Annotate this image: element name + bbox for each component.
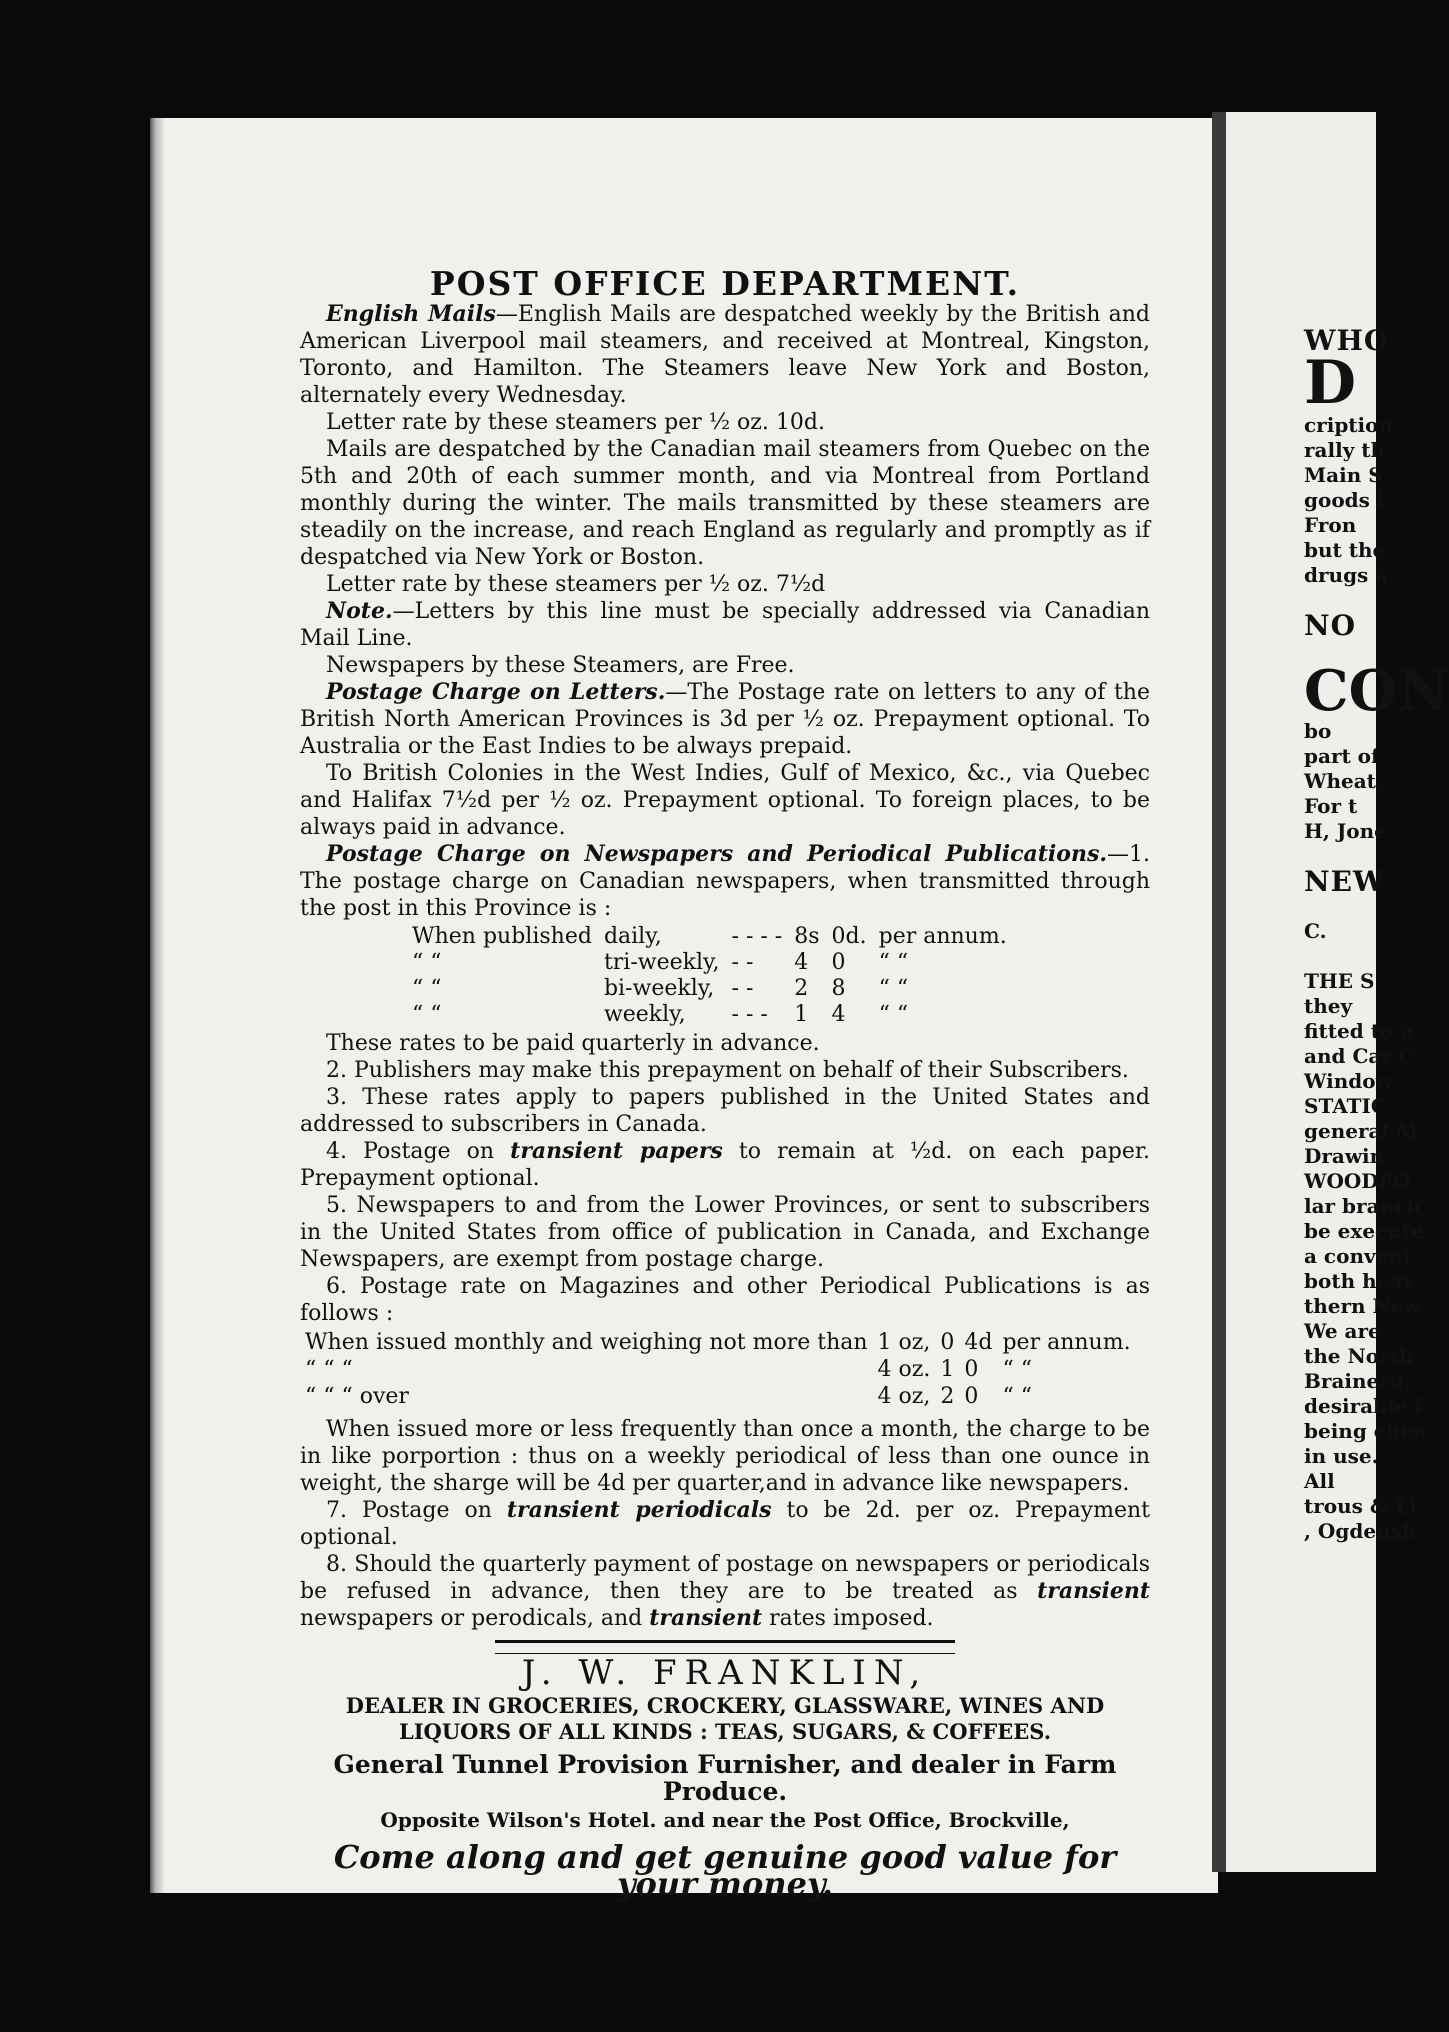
rule-7: [300, 1497, 1150, 1551]
right-page-line: For t: [1304, 794, 1358, 818]
right-page-line: both heav: [1304, 1269, 1414, 1293]
rates-cell-dots: - - - -: [731, 924, 783, 949]
mag-cell-a: When issued monthly and weighing not more than: [305, 1330, 868, 1355]
letters-text: —The Postage rate on letters to any of the British North American Provinces is 3d per ½ oz. Prepayment optional. To Australia or the East Indies to be always prepaid.: [300, 680, 1150, 759]
right-page-line: We are: [1304, 1319, 1381, 1343]
advertiser-tagline: General Tunnel Provision Furnisher, and dealer in Farm Produce.: [333, 1750, 1117, 1806]
rates-cell-freq: bi-weekly,: [603, 976, 715, 1001]
right-page-line: Main S: [1304, 463, 1383, 487]
rule-8-pre: 8. Should the quarterly payment of postage on newspapers or periodicals be refused in advance, then they are to be treated as: [300, 1552, 1150, 1604]
rule-7-italic: transient periodicals: [506, 1497, 772, 1523]
right-page-line: the North: [1304, 1344, 1414, 1368]
mag-cell-per: per annum.: [1002, 1330, 1131, 1355]
rates-cell-per: “ “: [878, 976, 909, 1001]
right-page-line: Brainerd,: [1304, 1369, 1411, 1393]
mag-row: [300, 1356, 1136, 1383]
letter-rate-1: Letter rate by these steamers per ½ oz. 10d.: [326, 410, 825, 435]
right-page-line: WOODFO: [1304, 1169, 1411, 1193]
page-title: POST OFFICE DEPARTMENT.: [429, 264, 1021, 303]
rates-cell-dots: - -: [731, 950, 754, 975]
rates-cell-d: 0: [831, 950, 846, 975]
right-page-line: bo: [1304, 719, 1332, 743]
mag-cell-w: 4 oz.: [877, 1357, 931, 1382]
right-page-line: lar branch: [1304, 1194, 1421, 1218]
mag-cell-s: 2: [940, 1384, 955, 1409]
note-paragraph: [300, 598, 1150, 652]
english-mails-text: —English Mails are despatched weekly by the British and American Liverpool mail steamers, and received at Montreal, Kingston, Toronto, and Hamilton. The Steamers leave New York and Boston, alternately every Wednesday.: [300, 302, 1151, 408]
colonies-paragraph: To British Colonies in the West Indies, Gulf of Mexico, &c., via Quebec and Halifax 7½d per ½ oz. Prepayment optional. To foreign places, to be always paid in advance.: [300, 761, 1150, 840]
newspapers-free: Newspapers by these Steamers, are Free.: [326, 653, 795, 678]
rates-cell-label: “ “: [412, 950, 442, 975]
letter-rate-2: Letter rate by these steamers per ½ oz. 7½d: [326, 572, 826, 597]
rates-row: [406, 924, 1013, 950]
magazine-rates-table: [300, 1329, 1136, 1410]
right-page-line: Fron: [1304, 513, 1357, 537]
right-page-line: drugs a: [1304, 563, 1389, 587]
rates-cell-s: 4: [794, 950, 809, 975]
mag-cell-d: 4d: [964, 1330, 993, 1355]
mag-cell-d: 0: [964, 1357, 979, 1382]
mag-cell-per: “ “: [1002, 1357, 1032, 1382]
right-page-line: NO: [1304, 609, 1356, 642]
mag-row: [300, 1383, 1136, 1410]
rule-8-post: rates imposed.: [762, 1606, 934, 1631]
rates-cell-s: 1: [794, 1002, 809, 1027]
rates-cell-freq: tri-weekly,: [603, 950, 720, 975]
right-page-line: goods i: [1304, 488, 1385, 512]
rule-5: 5. Newspapers to and from the Lower Provinces, or sent to subscribers in the United States from office of publication in Canada, and Exchange Newspapers, are exempt from postage charge.: [300, 1193, 1150, 1272]
right-page-line: STATIC: [1304, 1094, 1387, 1118]
right-page-line: Window: [1304, 1069, 1393, 1093]
rule-6: 6. Postage rate on Magazines and other Periodical Publications is as follows :: [300, 1274, 1150, 1326]
right-page-line: H, Jone: [1304, 819, 1387, 843]
right-page-line: being chea: [1304, 1419, 1427, 1443]
rates-cell-s: 2: [794, 976, 809, 1001]
right-page: [1226, 112, 1449, 1872]
rule-4-post: to remain at ½d. on each paper. Prepayment optional.: [300, 1139, 1151, 1191]
rule-3: 3. These rates apply to papers published in the United States and addressed to subscribers in Canada.: [300, 1085, 1150, 1137]
rates-cell-d: 0d.: [831, 924, 867, 949]
rates-cell-s: 8s: [794, 924, 820, 949]
advertiser-name: J. W. FRANKLIN,: [521, 1653, 929, 1693]
rule-quarterly: These rates to be paid quarterly in advance.: [326, 1031, 820, 1056]
letters-paragraph: [300, 679, 1150, 760]
right-page-line: and Car C: [1304, 1044, 1415, 1068]
right-page-line: D: [1304, 348, 1357, 418]
right-page-line: THE S: [1304, 969, 1375, 993]
rates-cell-per: per annum.: [878, 924, 1007, 949]
right-page-line: rally th: [1304, 438, 1386, 462]
advertiser-goods: DEALER IN GROCERIES, CROCKERY, GLASSWARE, WINES AND LIQUORS OF ALL KINDS : TEAS, SUGARS, & COFFEES.: [345, 1693, 1105, 1744]
rates-cell-d: 4: [831, 1002, 846, 1027]
mag-cell-d: 0: [964, 1384, 979, 1409]
right-page-line: , Ogdensb: [1304, 1519, 1416, 1543]
advertiser-address: Opposite Wilson's Hotel. and near the Post Office, Brockville,: [380, 1808, 1070, 1832]
right-page-line: WHO: [1304, 324, 1390, 357]
right-page-line: in use.: [1304, 1444, 1379, 1468]
rule-8-mid: newspapers or perodicals, and: [300, 1606, 650, 1631]
mag-cell-w: 1 oz,: [877, 1330, 931, 1355]
page-edge: [150, 118, 164, 1893]
right-page-line: NEW: [1304, 865, 1386, 898]
newspaper-rates-table: [406, 924, 1013, 1028]
right-page-line: fitted to a: [1304, 1019, 1414, 1043]
note-label: Note.: [326, 598, 393, 624]
rates-row: [406, 950, 1013, 976]
mag-cell-a: “ “ “ over: [305, 1384, 409, 1409]
rates-cell-freq: weekly,: [603, 1002, 686, 1027]
right-page-line: a conveni: [1304, 1244, 1411, 1268]
newspapers-paragraph: [300, 841, 1150, 922]
mag-row: [300, 1329, 1136, 1356]
rule-7-pre: 7. Postage on: [326, 1498, 507, 1523]
newspapers-text: —1. The postage charge on Canadian newspapers, when transmitted through the post in this Province is :: [300, 842, 1150, 921]
right-page-line: Drawin: [1304, 1144, 1385, 1168]
english-mails-paragraph: [300, 301, 1150, 409]
rates-cell-per: “ “: [878, 950, 909, 975]
rates-cell-label: “ “: [412, 976, 442, 1001]
rates-cell-label: “ “: [412, 1002, 442, 1027]
right-page-line: Wheat,: [1304, 769, 1383, 793]
rule-8: [300, 1551, 1150, 1632]
note-text: —Letters by this line must be specially addressed via Canadian Mail Line.: [300, 599, 1150, 651]
rates-cell-dots: - -: [731, 976, 754, 1001]
right-page-line: All: [1304, 1469, 1335, 1493]
english-mails-label: English Mails: [326, 301, 496, 327]
mag-cell-s: 0: [940, 1330, 955, 1355]
right-page-line: CON: [1304, 658, 1449, 724]
advertiser-slogan: Come along and get genuine good value for your money.: [333, 1838, 1117, 1903]
rates-cell-d: 8: [831, 976, 846, 1001]
rates-cell-label: When published: [412, 924, 592, 949]
right-page-line: be execute: [1304, 1219, 1424, 1243]
right-page-line: [1304, 944, 1444, 969]
right-page-line: desirable f: [1304, 1394, 1423, 1418]
frequency-paragraph: When issued more or less frequently than once a month, the charge to be in like porportion : thus on a weekly periodical of less than one ounce in weight, the sharge will be 4d per quarter,and in advance like newspapers.: [300, 1417, 1150, 1496]
rule-4-pre: 4. Postage on: [326, 1139, 511, 1164]
rates-cell-freq: daily,: [603, 924, 662, 949]
rule-8-italic-1: transient: [1037, 1578, 1150, 1604]
right-page-line: cription: [1304, 413, 1394, 437]
rule-4: [300, 1138, 1150, 1192]
mag-cell-per: “ “: [1002, 1384, 1032, 1409]
right-page-line: C.: [1304, 919, 1327, 943]
canadian-mails-paragraph: Mails are despatched by the Canadian mail steamers from Quebec on the 5th and 20th of each summer month, and via Montreal from Portland monthly during the winter. The mails transmitted by these steamers are steadily on the increase, and reach England as regularly and promptly as if despatched via New York or Boston.: [300, 437, 1150, 570]
right-page-line: part of: [1304, 744, 1380, 768]
mag-cell-w: 4 oz,: [877, 1384, 931, 1409]
rule-4-italic: transient papers: [510, 1138, 723, 1164]
right-page-line: trous & Li: [1304, 1494, 1417, 1518]
mag-cell-a: “ “ “: [305, 1357, 353, 1382]
right-page-line: they: [1304, 994, 1353, 1018]
rates-cell-dots: - - -: [731, 1002, 768, 1027]
rule-2: 2. Publishers may make this prepayment on behalf of their Subscribers.: [326, 1058, 1129, 1083]
right-page-text: [1304, 324, 1449, 1544]
rates-cell-per: “ “: [878, 1002, 909, 1027]
post-office-column: [300, 264, 1151, 1903]
rates-row: [406, 976, 1013, 1002]
newspapers-label: Postage Charge on Newspapers and Periodical Publications.: [326, 841, 1107, 867]
rule-7-post: to be 2d. per oz. Prepayment optional.: [300, 1498, 1150, 1550]
book-gutter: [1212, 112, 1226, 1872]
mag-cell-s: 1: [940, 1357, 955, 1382]
rule-8-italic-2: transient: [649, 1605, 763, 1631]
right-page-line: general M: [1304, 1119, 1419, 1143]
rates-row: [406, 1002, 1013, 1028]
right-page-line: thern New: [1304, 1294, 1421, 1318]
right-page-line: but the: [1304, 538, 1386, 562]
ornamental-rule: [495, 1640, 955, 1654]
letters-label: Postage Charge on Letters.: [326, 679, 666, 705]
